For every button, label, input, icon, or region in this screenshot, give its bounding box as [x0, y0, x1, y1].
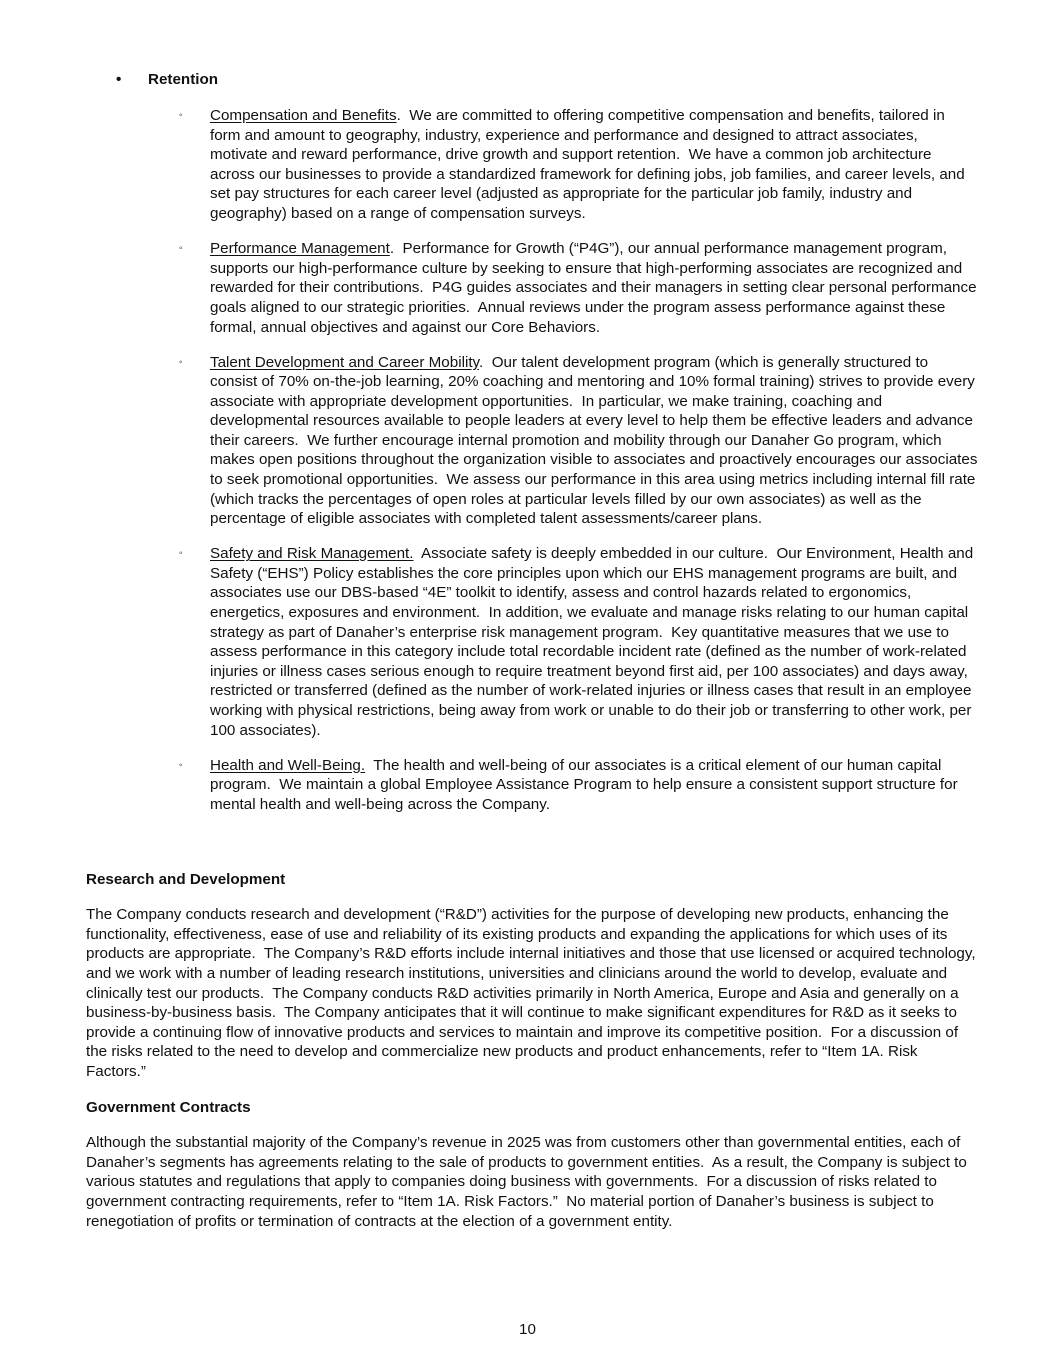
retention-sub-list: [178, 106, 982, 830]
item-title-suffix: .: [396, 107, 401, 124]
item-title: Health and Well-Being.: [210, 756, 366, 774]
list-item-compensation-benefits: [178, 106, 978, 224]
item-text: Associate safety is deeply embedded in our culture. Our Environment, Health and Safety (“EHS”) Policy establishes the core principles upon which our EHS management programs are built, and associates use our DBS-based “4E” toolkit to identify, assess and control hazards related to ergonomics, energetics, exposures and environment. In addition, we evaluate and manage risks relating to our human capital strategy as part of Danaher’s enterprise risk management program. Key quantitative measures that we use to assess performance in this category include total recordable incident rate (defined as the number of work-related injuries or illness cases serious enough to require treatment beyond first aid, per 100 associates) and days away, restricted or transferred (defined as the number of work-related injuries or illness cases that result in an employee working with physical restrictions, being away from work or unable to do their job or transferring to other work, per 100 associates).: [210, 545, 978, 739]
section-heading: Research and Development: [86, 871, 286, 888]
list-item-body: [210, 106, 978, 224]
government-contracts-section: [86, 1098, 976, 1231]
item-text: The health and well-being of our associates is a critical element of our human capital program. We maintain a global Employee Assistance Program to help ensure a consistent support structure for mental health and well-being across the Company.: [210, 756, 962, 813]
section-paragraph: Although the substantial majority of the Company’s revenue in 2025 was from customers other than governmental entities, each of Danaher’s segments has agreements relating to the sale of products to government entities. As a result, the Company is subject to various statutes and regulations that apply to companies doing business with governments. For a discussion of risks related to government contracting requirements, refer to “Item 1A. Risk Factors.” No material portion of Danaher’s business is subject to renegotiation of profits or termination of contracts at the election of a government entity.: [86, 1134, 972, 1230]
item-title: Safety and Risk Management.: [210, 545, 414, 563]
list-item-body: [210, 353, 982, 529]
circle-bullet-icon: ◦: [179, 110, 183, 121]
circle-bullet-icon: ◦: [179, 243, 183, 255]
research-development-section: [86, 870, 980, 1082]
list-item-body: [210, 756, 978, 815]
item-title-suffix: .: [479, 353, 484, 371]
item-text: Performance for Growth (“P4G”), our annual performance management program, supports our high-performance culture by seeking to ensure that high-performing associates are recognized and rewarded for their contributions. P4G guides associates and their managers in setting clear personal performance goals aligned to our strategic priorities. Annual reviews under the program assess performance against these formal, annual objectives and against our Core Behaviors.: [210, 240, 981, 336]
retention-bullet-heading: [116, 70, 218, 90]
list-item-body: [210, 239, 981, 337]
bullet-icon: •: [116, 71, 122, 88]
list-item-talent-development: [178, 353, 982, 529]
item-title: Performance Management: [210, 240, 390, 258]
item-title-suffix: .: [389, 240, 395, 258]
item-title: Talent Development and Career Mobility: [210, 353, 480, 371]
circle-bullet-icon: ◦: [179, 759, 183, 771]
section-paragraph: The Company conducts research and development (“R&D”) activities for the purpose of developing new products, enhancing the functionality, effectiveness, ease of use and reliability of its existing products and expanding the applications for which uses of its products are appropriate. The Company’s R&D efforts include internal initiatives and those that use licensed or acquired technology, and we work with a number of leading research institutions, universities and clinicians around the world to develop, evaluate and clinically test our products. The Company conducts R&D activities primarily in North America, Europe and Asia and generally on a business-by-business basis. The Company anticipates that it will continue to make significant expenditures for R&D as it seeks to provide a continuing flow of innovative products and services to maintain and improve its competitive position. For a discussion of the risks related to the need to develop and commercialize new products and product enhancements, refer to “Item 1A. Risk Factors.”: [86, 906, 980, 1080]
circle-bullet-icon: ◦: [179, 356, 183, 368]
list-item-safety-risk: [178, 544, 978, 740]
item-title: Compensation and Benefits: [210, 107, 397, 124]
list-item-health-wellbeing: [178, 756, 978, 815]
section-heading: Government Contracts: [86, 1099, 251, 1116]
circle-bullet-icon: ◦: [179, 548, 183, 560]
item-text: Our talent development program (which is generally structured to consist of 70% on-the-job learning, 20% coaching and mentoring and 10% formal training) strives to provide every associate with appropriate development opportunities. In particular, we make training, coaching and developmental resources available to people leaders at every level to help them be effective leaders and advance their careers. We further encourage internal promotion and mobility through our Danaher Go program, which makes open positions throughout the organization visible to associates and proactively encourages our associates to seek promotional opportunities. We assess our performance in this area using metrics including internal fill rate (which tracks the percentages of open roles at particular levels filled by our own associates) as well as the percentage of eligible associates with completed talent assessments/career plans.: [210, 353, 982, 528]
item-text: We are committed to offering competitive compensation and benefits, tailored in form and amount to geography, industry, experience and performance and designed to attract associates, motivate and reward performance, drive growth and support retention. We have a common job architecture across our businesses to provide a standardized framework for defining jobs, job families, and career levels, and set pay structures for each career level (adjusted as appropriate for the particular job family, industry and geography) based on a range of compensation surveys.: [210, 107, 969, 222]
page-number: 10: [519, 1321, 536, 1338]
list-item-performance-management: [178, 239, 981, 337]
list-item-body: [210, 544, 978, 740]
retention-heading: Retention: [148, 71, 219, 88]
